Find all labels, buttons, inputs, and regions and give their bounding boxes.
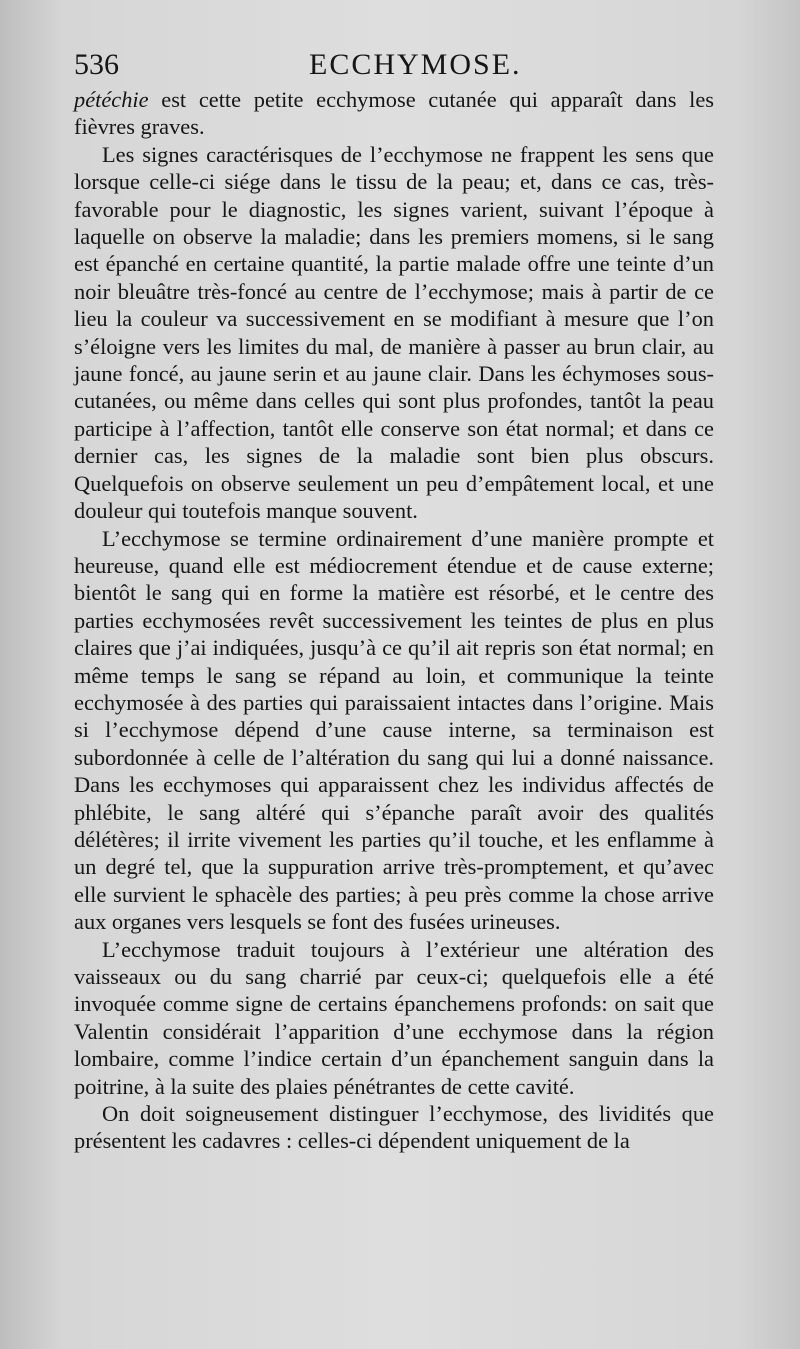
running-head: ECCHYMOSE. xyxy=(309,48,522,81)
paragraph-continued xyxy=(74,86,714,141)
paragraph: L’ecchymose traduit toujours à l’extérieur une altération des vaisseaux ou du sang charrié par ceux-ci; quelquefois elle a été invoquée comme signe de certains épanchemens profonds: on sait que Valentin considérait l’apparition d’une ecchymose dans la région lombaire, comme l’indice certain d’un épanchement sanguin dans la poitrine, à la suite des plaies pénétrantes de cette cavité. xyxy=(74,936,714,1099)
paragraph: L’ecchymose se termine ordinairement d’une manière prompte et heureuse, quand elle est médiocrement étendue et de cause externe; bientôt le sang qui en forme la matière est résorbé, et le centre des parties ecchymosées revêt successivement les teintes de plus en plus claires que j’ai indiquées, jusqu’à ce qu’il ait repris son état normal; en même temps le sang se répand au loin, et communique la teinte ecchymosée à des parties qui paraissaient intactes dans l’origine. Mais si l’ecchymose dépend d’une cause interne, sa terminaison est subordonnée à celle de l’altération du sang qui lui a donné naissance. Dans les ecchymoses qui apparaissent chez les individus affectés de phlébite, le sang altéré qui s’épanche paraît avoir des qualités délétères; il irrite vivement les parties qu’il touche, et les enflamme à un degré tel, que la suppuration arrive très-promptement, et qu’avec elle survient le sphacèle des parties; à peu près comme la chose arrive aux organes vers lesquels se font des fusées urineuses. xyxy=(74,525,714,935)
italic-term: pétéchie xyxy=(74,87,149,112)
paragraph-text: est cette petite ecchymose cutanée qui apparaît dans les fièvres graves. xyxy=(74,87,714,140)
body-text xyxy=(74,86,714,1155)
page-header xyxy=(74,48,740,88)
paragraph: Les signes caractérisques de l’ecchymose ne frappent les sens que lorsque celle-ci siége dans le tissu de la peau; et, dans ce cas, très-favorable pour le diagnostic, les signes varient, suivant l’époque à laquelle on observe la maladie; dans les premiers momens, si le sang est épanché en certaine quantité, la partie malade offre une teinte d’un noir bleuâtre très-foncé au centre de l’ecchymose; mais à partir de ce lieu la couleur va successivement en se modifiant à mesure que l’on s’éloigne vers les limites du mal, de manière à passer au brun clair, au jaune foncé, au jaune serin et au jaune clair. Dans les échymoses sous-cutanées, ou même dans celles qui sont plus profondes, tantôt la peau participe à l’affection, tantôt elle conserve son état normal; et dans ce dernier cas, les signes de la maladie sont bien plus obscurs. Quelquefois on observe seulement un peu d’empâtement local, et une douleur qui toutefois manque souvent. xyxy=(74,141,714,524)
page-number: 536 xyxy=(74,48,119,81)
paragraph: On doit soigneusement distinguer l’ecchymose, des lividités que présentent les cadavres : celles-ci dépendent uniquement de la xyxy=(74,1101,714,1154)
